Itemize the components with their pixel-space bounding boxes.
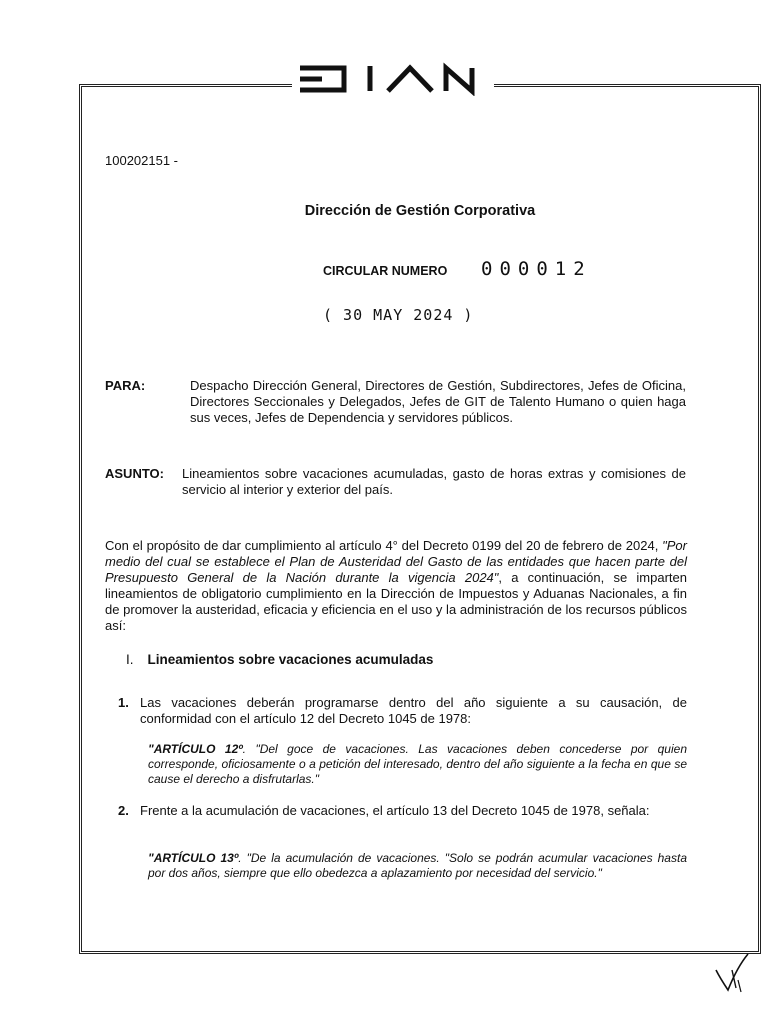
intro-decree-title: "Por medio del cual se establece el Plan de Austeridad del Gasto de las entidades que hacen parte del Presupuesto General de la Nación durante la vigencia 2024" [105,538,687,585]
quote-text: . "De la acumulación de vacaciones. "Solo se podrán acumular vacaciones hasta por dos años, siempre que ello obedezca a aplazamiento por necesidad del servicio." [148,851,687,880]
para-text: Despacho Dirección General, Directores de Gestión, Subdirectores, Jefes de Oficina, Directores Seccionales y Delegados, Jefes de GIT de Talento Humano o quien haga sus veces, Jefes de Dependencia y servidores públicos. [190,378,686,425]
para-label: PARA: [105,378,146,393]
item-number: 2. [118,803,129,818]
item-number: 1. [118,695,129,710]
intro-text-before: Con el propósito de dar cumplimiento al artículo 4° del Decreto 0199 del 20 de febrero de 2024, [105,538,663,553]
quote-text: . "Del goce de vacaciones. Las vacaciones deben concederse por quien corresponde, oficiosamente o a petición del interesado, dentro del año siguiente a la fecha en que se cause el derecho a disfrutarlas." [148,742,687,786]
circular-number: 000012 [481,258,592,280]
quote-heading: "ARTÍCULO 12º [148,742,243,756]
item-text: Las vacaciones deberán programarse dentro del año siguiente a su causación, de conformidad con el artículo 12 del Decreto 1045 de 1978: [140,695,687,726]
item-text: Frente a la acumulación de vacaciones, el artículo 13 del Decreto 1045 de 1978, señala: [140,803,650,818]
asunto-label: ASUNTO: [105,466,164,481]
section-title: Lineamientos sobre vacaciones acumuladas [147,652,434,667]
circular-date: ( 30 MAY 2024 ) [323,306,474,324]
article-quote [148,742,687,787]
reference-code: 100202151 - [105,153,179,168]
intro-text-after: , a continuación, se imparten lineamientos de obligatorio cumplimiento en la Dirección de Impuestos y Aduanas Nacionales, a fin de promover la austeridad, eficacia y eficiencia en el uso y la administración de los recursos públicos así: [105,570,687,633]
section-heading [126,652,433,667]
article-quote [148,851,687,881]
department-title: Dirección de Gestión Corporativa [304,203,536,219]
asunto-text: Lineamientos sobre vacaciones acumuladas, gasto de horas extras y comisiones de servicio al interior y exterior del país. [182,466,686,497]
quote-heading: "ARTÍCULO 13º [148,851,239,865]
dian-logo [292,60,494,96]
circular-label: CIRCULAR NUMERO [323,264,448,278]
initials-signature [710,950,754,1001]
intro-paragraph [105,538,687,634]
section-numeral: I. [126,652,134,667]
